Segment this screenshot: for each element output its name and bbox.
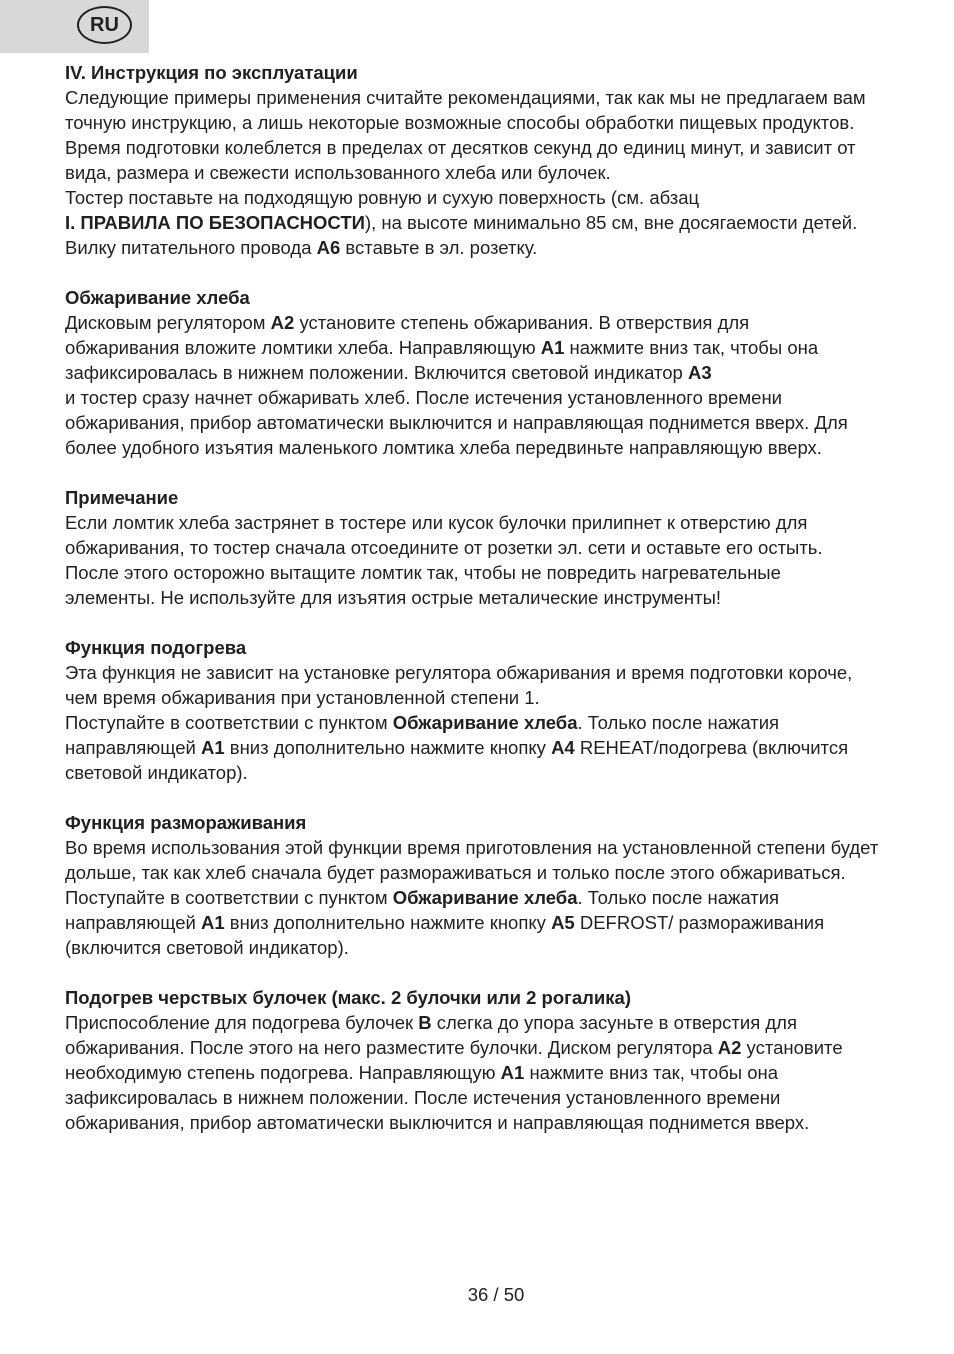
note-title: Примечание [65, 487, 179, 508]
language-badge: RU [77, 6, 132, 44]
safety-rules-ref: I. ПРАВИЛА ПО БЕЗОПАСНОСТИ [65, 212, 365, 233]
language-tab [0, 0, 149, 53]
reheat-steps-paragraph: Поступайте в соответствии с пунктом Обжаривание хлеба. Только после нажатия направляющей A1 вниз дополнительно нажмите кнопку A4 REHEAT/подогрева (включится световой индикатор). [65, 712, 849, 783]
intro-paragraph: Следующие примеры применения считайте рекомендациями, так как мы не предлагаем вам точную инструкцию, а лишь некоторые возможные способы обработки пищевых продуктов. Время подготовки колеблется в пределах от десятков секунд до единиц минут, и зависит от вида, размера и свежести использованного хлеба или булочек. [65, 87, 866, 183]
reheat-paragraph: Эта функция не зависит на установке регулятора обжаривания и время подготовки короче, чем время обжаривания при установленной степени 1. [65, 662, 853, 708]
note-paragraph: Если ломтик хлеба застрянет в тостере или кусок булочки прилипнет к отверстию для обжаривания, то тостер сначала отсоедините от розетки эл. сети и оставьте его остыть. После этого осторожно вытащите ломтик так, чтобы не повредить нагревательные элементы. Не используйте для изъятия острые металические инструменты! [65, 512, 823, 608]
buns-title: Подогрев черствых булочек (макс. 2 булочки или 2 рогалика) [65, 987, 631, 1008]
reheat-title: Функция подогрева [65, 637, 247, 658]
page-number: 36 / 50 [467, 1284, 525, 1305]
instructions-content [65, 60, 905, 1135]
toasting-paragraph: Дисковым регулятором A2 установите степень обжаривания. В отверствия для обжаривания вложите ломтики хлеба. Направляющую A1 нажмите вниз так, чтобы она зафиксировалась в нижнем положении. Включится световой индикатор A3 и тостер сразу начнет обжаривать хлеб. После истечения установленного времени обжаривания, прибор автоматически выключится и направляющая поднимется вверх. Для более удобного изъятия маленького ломтика хлеба передвиньте направляющую вверх. [65, 312, 848, 458]
section-title: IV. Инструкция по эксплуатации [65, 62, 358, 83]
defrost-title: Функция размораживания [65, 812, 307, 833]
intro-placement-paragraph: Тостер поставьте на подходящую ровную и сухую поверхность (см. абзац I. ПРАВИЛА ПО БЕЗОПАСНОСТИ), на высоте минимально 85 см, вне досягаемости детей. Вилку питательного провода A6 вставьте в эл. розетку. [65, 187, 858, 258]
defrost-steps-paragraph: Поступайте в соответствии с пунктом Обжаривание хлеба. Только после нажатия направляющей A1 вниз дополнительно нажмите кнопку A5 DEFROST/ размораживания (включится световой индикатор). [65, 887, 825, 958]
ref-a6: A6 [316, 237, 341, 258]
buns-paragraph: Приспособление для подогрева булочек B слегка до упора засуньте в отверстия для обжаривания. После этого на него разместите булочки. Диском регулятора A2 установите необходимую степень подогрева. Направляющую A1 нажмите вниз так, чтобы она зафиксировалась в нижнем положении. После истечения установленного времени обжаривания, прибор автоматически выключится и направляющая поднимется вверх. [65, 1012, 843, 1133]
defrost-paragraph: Во время использования этой функции время приготовления на установленной степени будет дольше, так как хлеб сначала будет размораживаться и только после этого обжариваться. [65, 837, 879, 883]
toasting-title: Обжаривание хлеба [65, 287, 250, 308]
